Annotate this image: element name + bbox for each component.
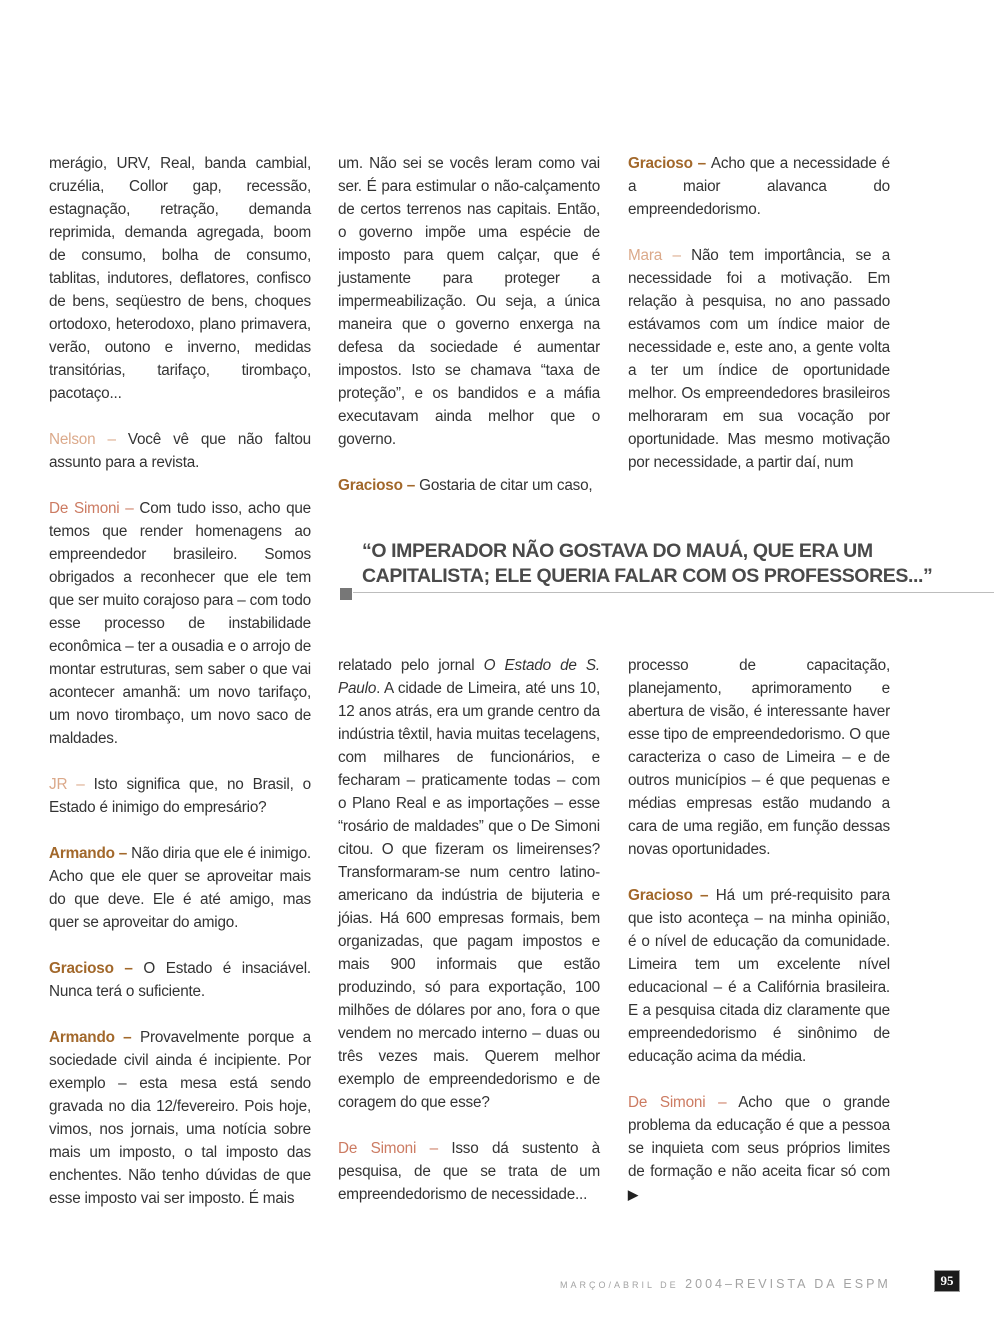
speaker-name: Armando: [49, 1029, 115, 1046]
speaker-separator: –: [113, 960, 144, 977]
body-text: Não diria que ele é inimigo. Acho que ele quer se aproveitar mais do que deve. Ele é até amigo, mas quer se aproveitar do amigo.: [49, 845, 311, 931]
speaker-separator: –: [692, 155, 711, 172]
pull-quote-rule: [353, 592, 994, 593]
speaker-name: De Simoni: [49, 500, 120, 517]
speaker-name: Gracioso: [628, 887, 693, 904]
paragraph: [49, 1026, 311, 1210]
speaker-name: Gracioso: [49, 960, 114, 977]
pull-quote-line-2: CAPITALISTA; ELE QUERIA FALAR COM OS PROFESSORES...”: [362, 565, 933, 587]
column-1: [49, 152, 311, 1210]
speaker-separator: –: [402, 477, 420, 494]
body-text: Isso dá sustento à pesquisa, de que se trata de um empreendedorismo de necessidade...: [338, 1140, 600, 1203]
pull-quote-line-1: “O IMPERADOR NÃO GOSTAVA DO MAUÁ, QUE ERA UM: [362, 540, 873, 562]
paragraph: [338, 1137, 600, 1206]
body-text: Acho que a necessidade é a maior alavanca do empreendedorismo.: [628, 155, 890, 218]
speaker-name: Gracioso: [628, 155, 693, 172]
speaker-name: De Simoni: [628, 1094, 706, 1111]
paragraph: [49, 773, 311, 819]
column-2-upper: [338, 152, 600, 497]
pull-quote-square-marker: [340, 588, 352, 600]
body-text: Gostaria de citar um caso,: [419, 477, 593, 494]
pull-quote-text: [362, 539, 962, 589]
body-text: merágio, URV, Real, banda cambial, cruzélia, Collor gap, recessão, estagnação, retração, demanda reprimida, demanda agregada, boom de consumo, bolha de consumo, tablitas, indutores, deflatores, confisco de bens, seqüestro de bens, choques ortodoxo, heterodoxo, plano primavera, verão, outono e inverno, medidas transitórias, tarifaço, tirombaço, pacotaço...: [49, 155, 311, 402]
speaker-name: Mara: [628, 247, 663, 264]
body-text: Você vê que não faltou assunto para a revista.: [49, 431, 311, 471]
paragraph: [628, 654, 890, 861]
speaker-separator: –: [416, 1140, 452, 1157]
body-text: Não tem importância, se a necessidade foi a motivação. Em relação à pesquisa, no ano passado estávamos com um índice maior de necessidade e, este ano, a gente volta a ter um índice de oportunidade melhor. Os empreendedores brasileiros melhoraram em sua vocação por oportunidade. Mas mesmo motivação por necessidade, a partir daí, num: [628, 247, 890, 471]
paragraph: [338, 654, 600, 1114]
footer-publication: 2004–REVISTA DA ESPM: [678, 1277, 891, 1291]
paragraph: [628, 244, 890, 474]
body-text: . A cidade de Limeira, até uns 10, 12 anos atrás, era um grande centro da indústria têxtil, havia muitas tecelagens, com milhares de funcionários, e fecharam – praticamente todas – com o Plano Real e as importações – esse “rosário de maldades” que o De Simoni citou. O que fizeram os limeirenses? Transformaram-se num centro latino-americano da indústria de bijuteria e jóias. Há 600 empresas formais, bem organizadas, que pagam impostos e mais 900 informais que estão produzindo, só para exportação, 100 milhões de dólares por ano, fora o que vendem no mercado interno – duas ou três vezes mais. Querem melhor exemplo de empreendedorismo e de coragem do que esse?: [338, 680, 600, 1111]
speaker-separator: –: [662, 247, 692, 264]
speaker-name: De Simoni: [338, 1140, 417, 1157]
column-3-upper: [628, 152, 890, 474]
paragraph: [49, 428, 311, 474]
pull-quote: [340, 536, 994, 600]
newspaper-title: O Estado de S. Paulo: [338, 657, 600, 697]
column-2-lower: [338, 654, 600, 1206]
paragraph: [338, 152, 600, 451]
speaker-separator: –: [67, 776, 94, 793]
speaker-separator: –: [705, 1094, 739, 1111]
body-text: Com tudo isso, acho que temos que render homenagens ao empreendedor brasileiro. Somos obrigados a reconhecer que ele tem que ser muito corajoso para – com todo esse processo de instabilidade econômica – ter a ousadia e o arrojo de montar estruturas, sem saber o que vai acontecer amanhã: um novo tarifaço, um novo tirombaço, um novo saco de maldades.: [49, 500, 311, 747]
paragraph: [49, 152, 311, 405]
body-text: O Estado é insaciável. Nunca terá o suficiente.: [49, 960, 311, 1000]
paragraph: [338, 474, 600, 497]
body-text: processo de capacitação, planejamento, aprimoramento e abertura de visão, é interessante haver esse tipo de empreendedorismo. O que caracteriza o caso de Limeira – e de outros municípios – é que pequenas e médias empresas estão mudando a cara de uma região, em função dessas novas oportunidades.: [628, 657, 890, 858]
column-3-lower: [628, 654, 890, 1206]
paragraph: [628, 152, 890, 221]
speaker-name: Gracioso: [338, 477, 403, 494]
speaker-separator: –: [114, 845, 132, 862]
speaker-separator: –: [119, 500, 140, 517]
paragraph: [49, 957, 311, 1003]
footer-issue-date: MARÇO/ABRIL DE: [560, 1280, 679, 1290]
paragraph: [628, 884, 890, 1068]
body-text: Acho que o grande problema da educação é que a pessoa se inquieta com seus próprios limites de formação e não aceita ficar só com: [628, 1094, 890, 1180]
speaker-separator: –: [114, 1029, 140, 1046]
paragraph: [49, 842, 311, 934]
speaker-name: JR: [49, 776, 68, 793]
paragraph: [49, 497, 311, 750]
speaker-separator: –: [692, 887, 716, 904]
body-text: um. Não sei se vocês leram como vai ser. É para estimular o não-calçamento de certos terrenos nas capitais. Então, o governo impõe uma espécie de imposto para quem calçar, que é justamente para proteger a impermeabilização. Ou seja, a única maneira que o governo enxerga na defesa da sociedade é aumentar impostos. Isto se chamava “taxa de proteção”, e os bandidos e a máfia executavam ainda melhor que o governo.: [338, 155, 600, 448]
speaker-name: Armando: [49, 845, 115, 862]
paragraph: [628, 1091, 890, 1206]
body-text: Há um pré-requisito para que isto aconteça – na minha opinião, é o nível de educação da comunidade. Limeira tem um excelente nível educacional – é a Califórnia brasileira. E a pesquisa citada diz claramente que empreendedorismo é sinônimo de educação acima da média.: [628, 887, 890, 1065]
page-footer: [560, 1277, 910, 1291]
page-number: 95: [934, 1270, 960, 1292]
speaker-name: Nelson: [49, 431, 96, 448]
body-text: Provavelmente porque a sociedade civil ainda é incipiente. Por exemplo – esta mesa está sendo gravada no dia 12/fevereiro. Pois hoje, vimos, nos jornais, uma notícia sobre mais um imposto, o tal imposto das enchentes. Não tenho dúvidas de que esse imposto vai ser imposto. É mais: [49, 1029, 311, 1207]
body-text: relatado pelo jornal: [338, 657, 484, 674]
article-continues-icon: ▶: [628, 1187, 638, 1202]
speaker-separator: –: [95, 431, 128, 448]
body-text: Isto significa que, no Brasil, o Estado é inimigo do empresário?: [49, 776, 311, 816]
